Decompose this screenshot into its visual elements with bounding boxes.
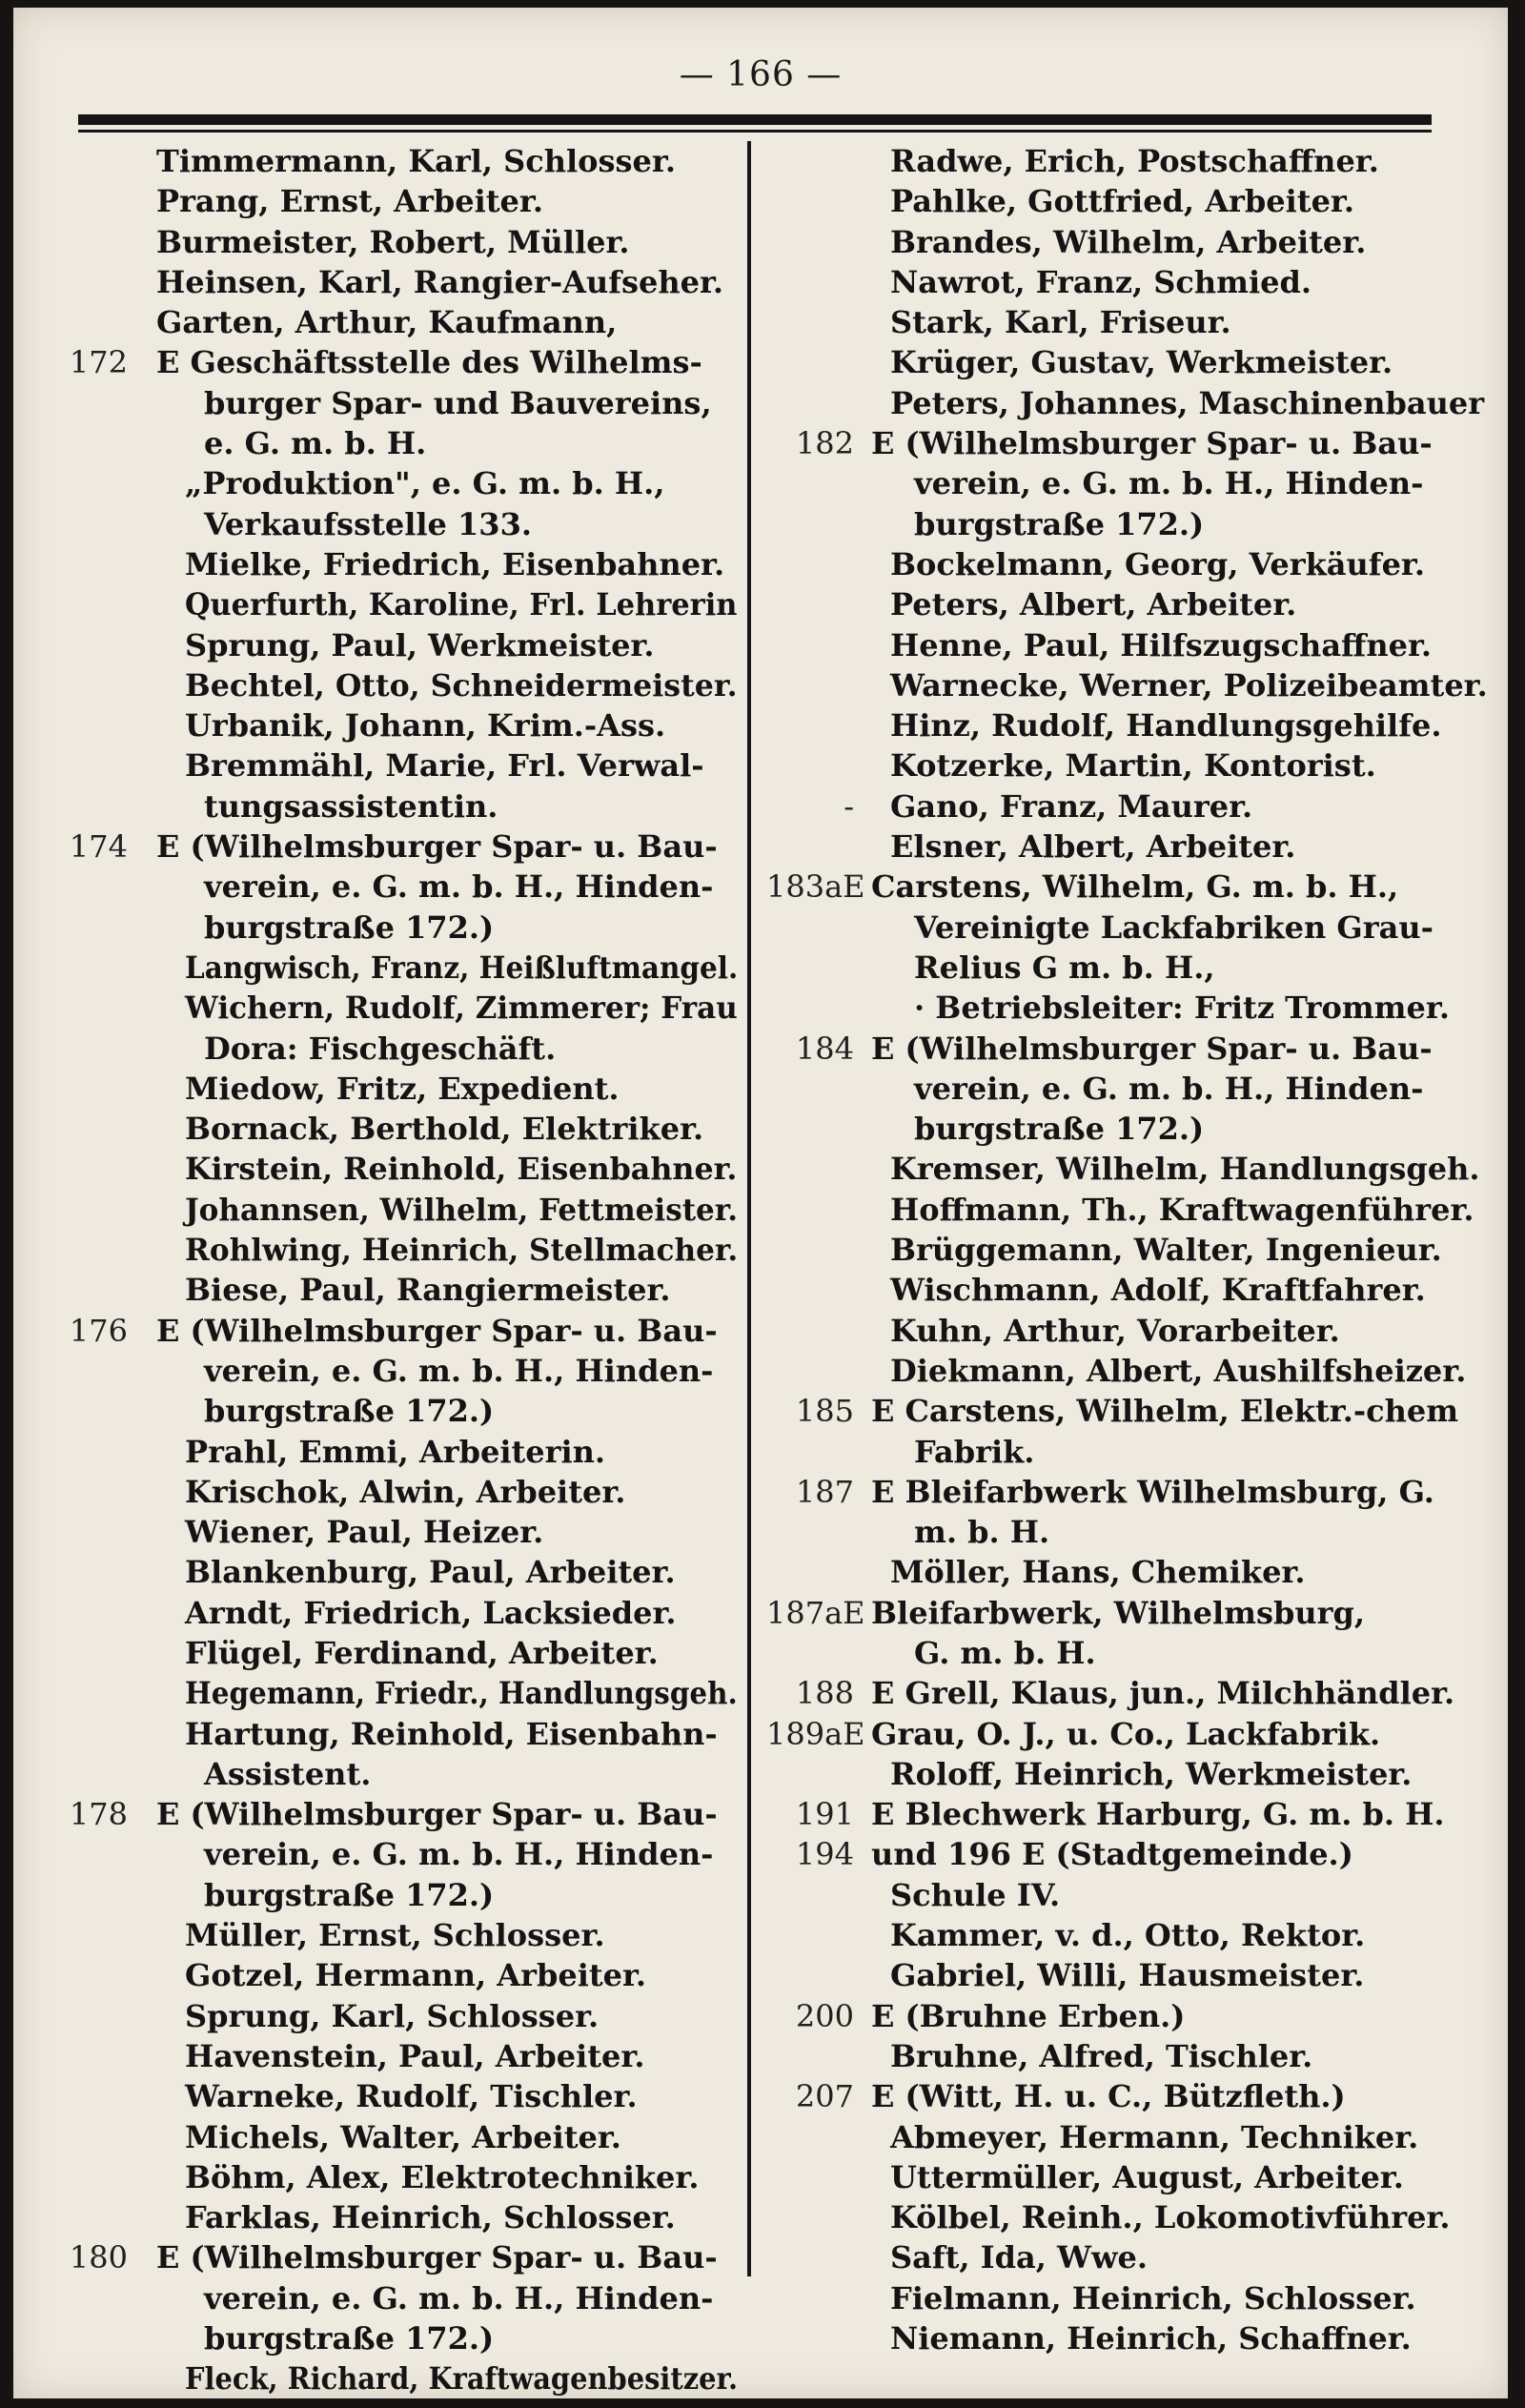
- building-heading: E (Wilhelmsburger Spar- u. Bau-: [156, 1312, 718, 1349]
- directory-line: [13, 504, 743, 544]
- building-heading: Carstens, Wilhelm, G. m. b. H.,: [871, 868, 1399, 906]
- directory-line: [766, 1512, 1510, 1552]
- resident-entry: Miedow, Fritz, Expedient.: [185, 1070, 620, 1107]
- resident-entry: Timmermann, Karl, Schlosser.: [156, 143, 676, 179]
- resident-entry: Vereinigte Lackfabriken Grau-: [914, 908, 1434, 946]
- resident-entry: Mielke, Friedrich, Eisenbahner.: [185, 545, 725, 582]
- directory-line: [13, 1230, 743, 1270]
- directory-line: [13, 705, 743, 745]
- directory-line: [13, 1875, 743, 1915]
- resident-entry: Gabriel, Willi, Hausmeister.: [890, 1957, 1365, 1994]
- directory-line: [766, 908, 1510, 948]
- directory-line: [766, 1109, 1510, 1149]
- directory-line: [766, 262, 1510, 302]
- directory-line: [766, 1351, 1510, 1391]
- resident-entry: Hinz, Rudolf, Handlungsgehilfe.: [890, 707, 1442, 745]
- house-number: 178: [69, 1796, 128, 1833]
- resident-entry: burgstraße 172.): [914, 505, 1205, 542]
- resident-entry: Sprung, Karl, Schlosser.: [185, 1997, 600, 2034]
- directory-line: [766, 1391, 1510, 1431]
- resident-entry: Relius G m. b. H.,: [914, 949, 1215, 986]
- directory-line: [13, 1915, 743, 1955]
- resident-entry: Roloff, Heinrich, Werkmeister.: [890, 1755, 1413, 1792]
- resident-entry: „Produktion", e. G. m. b. H.,: [185, 465, 665, 502]
- directory-line: [766, 342, 1510, 382]
- resident-entry: Kotzerke, Martin, Kontorist.: [890, 747, 1376, 785]
- resident-entry: Gano, Franz, Maurer.: [890, 787, 1253, 825]
- building-heading: E (Wilhelmsburger Spar- u. Bau-: [156, 828, 718, 866]
- building-heading: E (Wilhelmsburger Spar- u. Bau-: [156, 1796, 718, 1833]
- directory-line: [13, 1311, 743, 1351]
- directory-line: [13, 1149, 743, 1189]
- left-column: [13, 141, 743, 2399]
- directory-line: [13, 2278, 743, 2318]
- resident-entry: Bechtel, Otto, Schneidermeister.: [185, 666, 738, 704]
- directory-line: [766, 504, 1510, 544]
- directory-line: [13, 2036, 743, 2076]
- resident-entry: Wiener, Paul, Heizer.: [185, 1514, 544, 1551]
- resident-entry: Verkaufsstelle 133.: [204, 505, 532, 542]
- resident-entry: Havenstein, Paul, Arbeiter.: [185, 2037, 645, 2074]
- resident-entry: Farklas, Heinrich, Schlosser.: [185, 2199, 676, 2236]
- resident-entry: Arndt, Friedrich, Lacksieder.: [185, 1594, 677, 1631]
- directory-line: [766, 181, 1510, 221]
- house-number: 187: [795, 1473, 854, 1510]
- directory-line: [13, 2237, 743, 2277]
- directory-line: [766, 2157, 1510, 2197]
- directory-line: [13, 262, 743, 302]
- resident-entry: Brandes, Wilhelm, Arbeiter.: [890, 223, 1367, 260]
- house-number: 187aE: [766, 1594, 865, 1631]
- right-column: [766, 141, 1510, 2358]
- resident-entry: Schule IV.: [890, 1876, 1061, 1913]
- directory-line: [766, 1069, 1510, 1109]
- directory-line: [766, 383, 1510, 423]
- resident-entry: Hegemann, Friedr., Handlungsgeh.: [185, 1675, 738, 1712]
- resident-entry: Pahlke, Gottfried, Arbeiter.: [890, 183, 1354, 220]
- resident-entry: Kirstein, Reinhold, Eisenbahner.: [185, 1151, 738, 1188]
- resident-entry: Kuhn, Arthur, Vorarbeiter.: [890, 1312, 1340, 1349]
- directory-line: [766, 1432, 1510, 1472]
- directory-line: [13, 2197, 743, 2237]
- building-heading: E Geschäftsstelle des Wilhelms-: [156, 344, 702, 381]
- building-heading: E Carstens, Wilhelm, Elektr.-chem: [871, 1393, 1459, 1430]
- directory-line: [766, 705, 1510, 745]
- resident-entry: Kremser, Wilhelm, Handlungsgeh.: [890, 1151, 1480, 1188]
- resident-entry: Michels, Walter, Arbeiter.: [185, 2118, 621, 2155]
- directory-line: [766, 1673, 1510, 1713]
- directory-line: [766, 1754, 1510, 1794]
- directory-page: [13, 8, 1508, 2398]
- directory-line: [13, 1270, 743, 1310]
- resident-entry: burger Spar- und Bauvereins,: [204, 384, 712, 421]
- resident-entry: Langwisch, Franz, Heißluftmangel.: [185, 949, 739, 986]
- resident-entry: verein, e. G. m. b. H., Hinden-: [204, 868, 714, 906]
- resident-entry: Garten, Arthur, Kaufmann,: [156, 304, 618, 341]
- directory-line: [766, 867, 1510, 907]
- resident-entry: Bruhne, Alfred, Tischler.: [890, 2037, 1313, 2074]
- directory-line: [766, 584, 1510, 624]
- resident-entry: Sprung, Paul, Werkmeister.: [185, 626, 655, 663]
- directory-line: [13, 1834, 743, 1874]
- resident-entry: Dora: Fischgeschäft.: [204, 1030, 557, 1067]
- directory-line: [766, 1472, 1510, 1512]
- directory-line: [766, 2237, 1510, 2277]
- header-rule-thick: [78, 114, 1432, 125]
- directory-line: [13, 1472, 743, 1512]
- resident-entry: Abmeyer, Hermann, Techniker.: [890, 2118, 1419, 2155]
- house-number: 176: [69, 1312, 128, 1349]
- page-number: — 166 —: [679, 55, 843, 94]
- resident-entry: Rohlwing, Heinrich, Stellmacher.: [185, 1232, 739, 1269]
- directory-line: [766, 1190, 1510, 1230]
- resident-entry: Brüggemann, Walter, Ingenieur.: [890, 1232, 1442, 1269]
- resident-entry: Diekmann, Albert, Aushilfsheizer.: [890, 1352, 1467, 1389]
- resident-entry: Peters, Johannes, Maschinenbauer: [890, 384, 1485, 421]
- resident-entry: Krüger, Gustav, Werkmeister.: [890, 344, 1393, 381]
- directory-line: [13, 1069, 743, 1109]
- resident-entry: Niemann, Heinrich, Schaffner.: [890, 2320, 1412, 2357]
- directory-line: [766, 2278, 1510, 2318]
- resident-entry: Wischmann, Adolf, Kraftfahrer.: [890, 1272, 1426, 1309]
- resident-entry: Henne, Paul, Hilfszugschaffner.: [890, 626, 1432, 663]
- house-number: 200: [795, 1997, 854, 2034]
- directory-line: [13, 584, 743, 624]
- resident-entry: Biese, Paul, Rangiermeister.: [185, 1272, 671, 1309]
- building-heading: E (Witt, H. u. C., Bützfleth.): [871, 2078, 1346, 2115]
- directory-line: [766, 988, 1510, 1028]
- resident-entry: Heinsen, Karl, Rangier-Aufseher.: [156, 263, 724, 300]
- directory-line: [13, 2076, 743, 2116]
- resident-entry: Johannsen, Wilhelm, Fettmeister.: [185, 1191, 739, 1228]
- directory-line: [13, 867, 743, 907]
- resident-entry: burgstraße 172.): [914, 1111, 1205, 1148]
- directory-line: [13, 1794, 743, 1834]
- directory-line: [766, 665, 1510, 705]
- directory-line: [766, 1915, 1510, 1955]
- building-heading: Grau, O. J., u. Co., Lackfabrik.: [871, 1715, 1381, 1752]
- resident-entry: G. m. b. H.: [914, 1634, 1096, 1671]
- resident-entry: Fleck, Richard, Kraftwagenbesitzer.: [185, 2360, 739, 2398]
- resident-entry: Blankenburg, Paul, Arbeiter.: [185, 1554, 676, 1591]
- resident-entry: Flügel, Ferdinand, Arbeiter.: [185, 1634, 659, 1671]
- building-heading: und 196 E (Stadtgemeinde.): [871, 1836, 1353, 1873]
- resident-entry: Uttermüller, August, Arbeiter.: [890, 2158, 1404, 2195]
- resident-entry: Kölbel, Reinh., Lokomotivführer.: [890, 2199, 1451, 2236]
- house-number: 188: [795, 1675, 854, 1712]
- resident-entry: Nawrot, Franz, Schmied.: [890, 263, 1312, 300]
- directory-line: [13, 1512, 743, 1552]
- directory-line: [13, 342, 743, 382]
- resident-entry: burgstraße 172.): [204, 1876, 495, 1913]
- directory-line: [13, 1391, 743, 1431]
- directory-line: [13, 181, 743, 221]
- directory-line: [766, 948, 1510, 988]
- resident-entry: burgstraße 172.): [204, 1393, 495, 1430]
- resident-entry: Querfurth, Karoline, Frl. Lehrerin: [185, 586, 738, 623]
- directory-line: [766, 141, 1510, 181]
- directory-line: [13, 463, 743, 503]
- resident-entry: verein, e. G. m. b. H., Hinden-: [914, 465, 1424, 502]
- directory-line: [13, 1351, 743, 1391]
- directory-line: [766, 2117, 1510, 2157]
- house-number: 183aE: [766, 868, 865, 906]
- building-heading: E (Bruhne Erben.): [871, 1997, 1186, 2034]
- resident-entry: verein, e. G. m. b. H., Hinden-: [204, 1836, 714, 1873]
- directory-line: [13, 222, 743, 262]
- resident-entry: Peters, Albert, Arbeiter.: [890, 586, 1297, 623]
- house-number: 174: [69, 828, 128, 866]
- resident-entry: · Betriebsleiter: Fritz Trommer.: [914, 990, 1450, 1027]
- resident-entry: Warneke, Rudolf, Tischler.: [185, 2078, 638, 2115]
- directory-line: [13, 1754, 743, 1794]
- resident-entry: Möller, Hans, Chemiker.: [890, 1554, 1306, 1591]
- house-number: 184: [795, 1030, 854, 1067]
- house-number: 180: [69, 2239, 128, 2276]
- resident-entry: Bremmähl, Marie, Frl. Verwal-: [185, 747, 704, 785]
- house-number: 172: [69, 344, 128, 381]
- resident-entry: tungsassistentin.: [204, 787, 498, 825]
- resident-entry: verein, e. G. m. b. H., Hinden-: [204, 1352, 714, 1389]
- directory-line: [766, 1875, 1510, 1915]
- resident-entry: Bornack, Berthold, Elektriker.: [185, 1111, 704, 1148]
- resident-entry: Prang, Ernst, Arbeiter.: [156, 183, 543, 220]
- directory-line: [766, 2076, 1510, 2116]
- directory-line: [13, 826, 743, 867]
- directory-line: [13, 948, 743, 988]
- directory-line: [766, 1270, 1510, 1310]
- directory-line: [13, 1633, 743, 1673]
- directory-line: [766, 625, 1510, 665]
- directory-line: [766, 463, 1510, 503]
- resident-entry: Hartung, Reinhold, Eisenbahn-: [185, 1715, 718, 1752]
- building-heading: E (Wilhelmsburger Spar- u. Bau-: [156, 2239, 718, 2276]
- resident-entry: burgstraße 172.): [204, 2320, 495, 2357]
- building-heading: E Bleifarbwerk Wilhelmsburg, G.: [871, 1473, 1434, 1510]
- house-number: 207: [795, 2078, 854, 2115]
- building-heading: E Grell, Klaus, jun., Milchhändler.: [871, 1675, 1455, 1712]
- directory-line: [766, 1230, 1510, 1270]
- directory-line: [13, 786, 743, 826]
- building-heading: Bleifarbwerk, Wilhelmsburg,: [871, 1594, 1366, 1631]
- directory-line: [13, 2157, 743, 2197]
- directory-line: [766, 222, 1510, 262]
- directory-line: [13, 383, 743, 423]
- directory-line: [13, 1955, 743, 1995]
- directory-line: [13, 2358, 743, 2398]
- resident-entry: Hoffmann, Th., Kraftwagenführer.: [890, 1191, 1474, 1228]
- directory-line: [766, 423, 1510, 463]
- resident-entry: Krischok, Alwin, Arbeiter.: [185, 1473, 626, 1510]
- resident-entry: Stark, Karl, Friseur.: [890, 304, 1231, 341]
- directory-line: [766, 1552, 1510, 1592]
- directory-line: [13, 745, 743, 786]
- resident-entry: Radwe, Erich, Postschaffner.: [890, 143, 1379, 179]
- directory-line: [13, 625, 743, 665]
- resident-entry: verein, e. G. m. b. H., Hinden-: [914, 1070, 1424, 1107]
- directory-line: [13, 141, 743, 181]
- resident-entry: Elsner, Albert, Arbeiter.: [890, 828, 1296, 866]
- house-number: 189aE: [766, 1715, 865, 1752]
- directory-line: [13, 908, 743, 948]
- resident-entry: Fielmann, Heinrich, Schlosser.: [890, 2279, 1416, 2316]
- directory-line: [766, 1029, 1510, 1069]
- directory-line: [766, 826, 1510, 867]
- directory-line: [13, 423, 743, 463]
- resident-entry: Warnecke, Werner, Polizeibeamter.: [890, 666, 1488, 704]
- resident-entry: Fabrik.: [914, 1433, 1035, 1470]
- column-divider: [747, 141, 751, 2276]
- resident-entry: Saft, Ida, Wwe.: [890, 2239, 1149, 2276]
- directory-line: [766, 1714, 1510, 1754]
- directory-line: [13, 1190, 743, 1230]
- directory-line: [13, 665, 743, 705]
- directory-line: [766, 1996, 1510, 2036]
- directory-line: [766, 1149, 1510, 1189]
- resident-entry: Prahl, Emmi, Arbeiterin.: [185, 1433, 606, 1470]
- resident-entry: Wichern, Rudolf, Zimmerer; Frau: [185, 990, 738, 1027]
- directory-line: [13, 2318, 743, 2358]
- directory-line: [13, 1029, 743, 1069]
- resident-entry: Assistent.: [204, 1755, 372, 1792]
- directory-line: [13, 1552, 743, 1592]
- directory-line: [766, 786, 1510, 826]
- directory-line: [13, 544, 743, 584]
- directory-line: [766, 1955, 1510, 1995]
- house-number: 191: [795, 1796, 854, 1833]
- directory-line: [766, 2197, 1510, 2237]
- resident-entry: burgstraße 172.): [204, 908, 495, 946]
- building-heading: E Blechwerk Harburg, G. m. b. H.: [871, 1796, 1445, 1833]
- directory-line: [766, 544, 1510, 584]
- directory-line: [13, 1109, 743, 1149]
- resident-entry: m. b. H.: [914, 1514, 1050, 1551]
- house-number: 194: [795, 1836, 854, 1873]
- directory-line: [766, 1834, 1510, 1874]
- resident-entry: Burmeister, Robert, Müller.: [156, 223, 630, 260]
- resident-entry: Kammer, v. d., Otto, Rektor.: [890, 1917, 1366, 1954]
- directory-line: [13, 302, 743, 342]
- directory-line: [13, 1996, 743, 2036]
- directory-line: [13, 1673, 743, 1713]
- resident-entry: Bockelmann, Georg, Verkäufer.: [890, 545, 1425, 582]
- house-number: 185: [795, 1393, 854, 1430]
- house-number: 182: [795, 425, 854, 462]
- directory-line: [766, 1633, 1510, 1673]
- directory-line: [766, 1311, 1510, 1351]
- directory-line: [766, 745, 1510, 786]
- building-heading: E (Wilhelmsburger Spar- u. Bau-: [871, 1030, 1433, 1067]
- building-heading: E (Wilhelmsburger Spar- u. Bau-: [871, 425, 1433, 462]
- directory-line: [13, 1593, 743, 1633]
- resident-entry: Urbanik, Johann, Krim.-Ass.: [185, 707, 666, 745]
- directory-line: [766, 2318, 1510, 2358]
- directory-line: [13, 1714, 743, 1754]
- directory-line: [13, 988, 743, 1028]
- directory-line: [766, 2036, 1510, 2076]
- house-number: -: [844, 787, 854, 825]
- header-rule-thin: [78, 130, 1432, 133]
- resident-entry: Böhm, Alex, Elektrotechniker.: [185, 2158, 700, 2195]
- directory-line: [766, 302, 1510, 342]
- directory-line: [13, 1432, 743, 1472]
- resident-entry: Müller, Ernst, Schlosser.: [185, 1917, 605, 1954]
- directory-line: [766, 1593, 1510, 1633]
- resident-entry: Gotzel, Hermann, Arbeiter.: [185, 1957, 647, 1994]
- directory-line: [766, 1794, 1510, 1834]
- resident-entry: e. G. m. b. H.: [204, 425, 427, 462]
- directory-line: [13, 2117, 743, 2157]
- resident-entry: verein, e. G. m. b. H., Hinden-: [204, 2279, 714, 2316]
